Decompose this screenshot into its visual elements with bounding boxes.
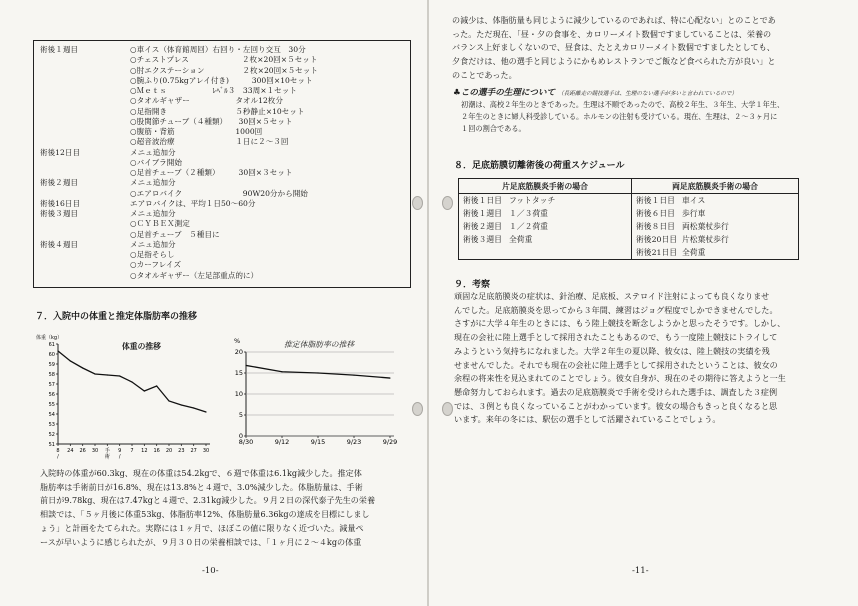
table-header-single: 片足底筋膜炎手術の場合 (459, 179, 632, 194)
paragraph-line: んでした。足底筋膜炎を思ってから３年間、練習はジョグ程度でしかできませんでした。 (454, 304, 778, 315)
paragraph-line: ょう」と計画をたてられた。実際には１ヶ月で、ほぼこの値に限りなく近づいた。減量ぺ (40, 522, 364, 533)
schedule-period: 術後１週目 (40, 45, 78, 54)
binding-hole (412, 196, 423, 210)
table-day: 術後３週目 (463, 235, 502, 244)
x-tick-label: 9/29 (382, 438, 398, 446)
schedule-item: ○足首チューブ（２種類） 30回×３セット (130, 168, 293, 177)
schedule-item: ○車イス（体育館周回）右回り・左回り交互 30分 (130, 45, 306, 54)
schedule-item: ○Ｍｅｔｓ ﾚﾍﾞﾙ３ 33周×１セット (130, 86, 297, 95)
paragraph-line: 初潮は、高校２年生のときであった。生理は不順であったので、高校２年生、３年生、大学１年生、 (461, 100, 785, 109)
schedule-item: ○ＣＹＢＥＸ測定 (130, 219, 190, 229)
table-cell (459, 233, 632, 246)
paragraph-line: 相談では、「５ヶ月後に体重53kg、体脂肪率12%、体脂肪量6.36kgの達成を目標にしまし (40, 509, 370, 520)
paragraph-line: います。来年の冬には、駅伝の選手として活躍されていることでしょう。 (454, 414, 721, 425)
schedule-period: 術後12日目 (40, 147, 81, 157)
x-tick-label: 7 (130, 448, 134, 454)
table-day: 術後20日目 (636, 235, 678, 244)
schedule-item: メニュ追加分 (130, 209, 176, 218)
x-tick-label: 16 (153, 448, 160, 454)
load-schedule-table (458, 178, 799, 260)
x-tick-label: 26 (79, 448, 86, 454)
schedule-item: メニュ追加分 (130, 239, 176, 249)
y-axis-label: 体重（kg） (36, 335, 63, 341)
physiology-heading-text: ♣この選手の生理について (453, 88, 556, 98)
table-load: 両松葉杖歩行 (682, 222, 729, 231)
data-point (70, 360, 71, 361)
table-day: 術後６日目 (636, 209, 675, 218)
table-row (459, 233, 799, 246)
x-tick-label: 8/30 (238, 438, 254, 446)
x-tick-label: 27 (190, 448, 197, 454)
paragraph-line: ースが早いように感じられたが、９月３０日の栄養相談では、「１ヶ月に２～４kgの体重 (40, 536, 362, 547)
schedule-item: メニュ追加分 (130, 178, 176, 188)
table-cell (632, 220, 799, 233)
x-tick-label: 9/15 (310, 438, 326, 446)
data-point (94, 373, 95, 374)
paragraph-line: 夕食だけは、他の選手と同じようにかもめレストランでご飯など食べられた方が良い」と (452, 56, 776, 67)
section8-title: ８．足底筋膜切離術後の荷重スケジュール (454, 161, 625, 171)
paragraph-line: みようという気持ちになれました。大学２年生の夏以降、彼女は、陸上競技の実績を残 (454, 345, 770, 356)
paragraph-line: さすがに大学４年生のときには、もう陸上競技を断念しようかと思ったそうです。しかし、 (454, 318, 786, 329)
table-cell (632, 207, 799, 220)
series-line (246, 365, 390, 378)
y-tick-label: 54 (48, 412, 55, 418)
weight-paragraph (40, 467, 375, 549)
table-load: 歩行車 (682, 209, 706, 218)
y-tick-label: 53 (48, 422, 55, 428)
schedule-period: 術後16日目 (40, 198, 81, 208)
data-point (82, 367, 83, 368)
data-point (389, 377, 390, 378)
schedule-item: ○エアロバイク 90W20分から開始 (130, 188, 308, 198)
section7-title: ７．入院中の体重と推定体脂肪率の推移 (35, 312, 198, 322)
table-cell (459, 220, 632, 233)
paragraph-line: のことであった。 (452, 69, 517, 80)
page-number-left: -10- (202, 566, 219, 576)
table-cell (632, 233, 799, 246)
table-load: 全荷重 (682, 248, 706, 257)
schedule-item: エアロバイクは、平均１日50～60分 (130, 198, 256, 208)
paragraph-line: では、３例とも良くなっていることがわかっています。彼女の場合もきっと良くなると思 (454, 400, 778, 411)
table-cell (459, 194, 632, 208)
paragraph-line: 入院時の体重が60.3kg、現在の体重は54.2kgで、６週で体重は6.1kg減少した。推定体 (40, 468, 362, 478)
binding-hole (442, 402, 453, 416)
y-tick-label: 51 (48, 442, 55, 448)
paragraph-line: バランス上好ましくないので、昼食は、たとえカロリーメイト数個ですましたとしても、 (452, 42, 775, 53)
schedule-item: ○足指開き ５秒静止×10セット (130, 106, 305, 116)
paragraph-line: 現在の会社に陸上選手として採用されたこともあるので、もう一度陸上競技にトライして (454, 332, 778, 343)
data-point (144, 390, 145, 391)
y-tick-label: 61 (48, 342, 55, 348)
x-tick-label: 20 (165, 448, 173, 454)
schedule-item: ○股関節チューブ（４種類） 30回×５セット (130, 116, 293, 126)
schedule-item: ○タオルギャザー（左足部重点的に） (130, 270, 259, 280)
table-load: フットタッチ (509, 196, 556, 205)
x-tick-label: 9 / (118, 448, 122, 460)
x-tick-label: 24 (67, 448, 74, 454)
schedule-item: ○腕ふり(0.75kgアレイ付き) 300回×10セット (130, 75, 313, 85)
table-row (459, 207, 799, 220)
page-number-right: -11- (632, 566, 649, 576)
y-tick-label: 20 (234, 348, 243, 356)
x-tick-label: 30 (91, 448, 99, 454)
x-tick-label: 手術 (104, 448, 110, 460)
consideration-paragraph (454, 290, 786, 427)
y-tick-label: 15 (234, 369, 243, 377)
table-day: 術後１日目 (636, 196, 675, 205)
data-point (107, 374, 108, 375)
schedule-item: ○肘エクステーション ２枚×20回×５セット (130, 65, 318, 75)
table-cell (632, 194, 799, 208)
table-load: １／２荷重 (509, 222, 548, 231)
table-cell (459, 207, 632, 220)
data-point (245, 365, 246, 366)
table-row (459, 194, 799, 208)
physiology-note: （長距離走の競技選手は、生理のない選手が多いと言われているので） (558, 91, 738, 97)
table-day: 術後１日目 (463, 196, 502, 205)
data-point (156, 385, 157, 386)
data-point (281, 371, 282, 372)
table-load: 全荷重 (509, 235, 533, 244)
paragraph-line: の減少は、体脂肪量も同じように減少しているのであれば、特に心配ない」とのことであ (452, 15, 776, 25)
y-axis-label: % (234, 337, 241, 345)
table-row (459, 220, 799, 233)
schedule-item: ○タオルギャザー タオル12枚分 (130, 96, 283, 106)
data-point (131, 381, 132, 382)
data-point (205, 411, 206, 412)
physiology-heading (453, 86, 737, 98)
schedule-period: 術後４週目 (40, 239, 78, 249)
y-tick-label: 0 (238, 432, 243, 440)
paragraph-line: 前日が9.78kg、現在は7.47kgと４週で、2.31kg減少した。９月２日の深代泰子先生の栄養 (40, 495, 376, 506)
table-load: 片松葉杖歩行 (682, 235, 729, 244)
table-day: 術後21日目 (636, 248, 678, 257)
y-tick-label: 60 (48, 352, 55, 358)
y-tick-label: 56 (48, 392, 55, 398)
x-tick-label: 23 (178, 448, 185, 454)
y-tick-label: 10 (234, 390, 243, 398)
data-point (181, 404, 182, 405)
x-tick-label: 9/12 (274, 438, 290, 446)
table-day: 術後２週目 (463, 222, 502, 231)
schedule-item: ○カーフレイズ (130, 260, 182, 270)
table-day: 術後１週目 (463, 209, 502, 218)
table-load: 車イス (682, 196, 706, 205)
schedule-item: ○バイブラ開始 (130, 157, 182, 167)
section9-title: ９．考察 (454, 280, 491, 290)
paragraph-line: 脂肪率は手術前日が16.8%、現在は13.8%と４週で、3.0%減少した。体脂肪量は、手術 (40, 481, 363, 492)
x-tick-label: 30 (202, 448, 210, 454)
binding-hole (412, 402, 423, 416)
y-tick-label: 52 (48, 432, 55, 438)
table-day: 術後８日目 (636, 222, 675, 231)
data-point (168, 400, 169, 401)
paragraph-line: 余程の将来性を見込まれてのことでしょう。彼女自身が、現在のその期待に答えようと一生 (454, 373, 786, 384)
nutrition-paragraph (452, 14, 776, 83)
table-row (459, 246, 799, 260)
table-cell (459, 246, 632, 260)
physiology-paragraph (461, 99, 784, 136)
data-point (353, 375, 354, 376)
data-point (57, 350, 58, 351)
schedule-period: 術後２週目 (40, 178, 78, 188)
table-load: １／３荷重 (509, 209, 548, 218)
schedule-item: ○足指そらし (130, 250, 175, 259)
schedule-item: ○腹筋・背筋 1000回 (130, 127, 263, 136)
x-tick-label: 9/23 (346, 438, 362, 446)
body-fat-chart-title: 推定体脂肪率の推移 (284, 340, 355, 349)
schedule-item: メニュ追加分 (130, 147, 176, 157)
paragraph-line: ２年生のときに婦人科受診している。ホルモンの注射も受けている。現在、生理は、２～３ヶ月に (461, 112, 778, 122)
y-tick-label: 5 (238, 411, 243, 419)
schedule-period: 術後３週目 (40, 209, 78, 218)
paragraph-line: １回の割合である。 (461, 124, 526, 134)
y-tick-label: 55 (48, 402, 55, 408)
x-tick-label: 12 (141, 448, 148, 454)
binding-hole (442, 196, 453, 210)
paragraph-line: った。ただ現在、「昼・夕の食事を、カロリーメイト数個ですましていることは、栄養の (452, 28, 772, 39)
paragraph-line: 懸命努力しておられます。過去の足底筋膜炎で手術を受けられた選手は、調査した３症例 (454, 386, 778, 397)
y-tick-label: 59 (48, 362, 55, 368)
schedule-item: ○超音波治療 １日に２～３回 (130, 137, 289, 147)
data-point (193, 407, 194, 408)
paragraph-line: せませんでした。それでも現在の会社に陸上選手として採用されたということは、彼女の (454, 359, 778, 370)
weight-chart-title: 体重の推移 (122, 342, 161, 351)
paragraph-line: 頑固な足底筋膜炎の症状は、針治療、足底板、ステロイド注射によっても良くなりませ (454, 291, 770, 301)
data-point (119, 375, 120, 376)
x-tick-label: 8 / (56, 448, 60, 460)
schedule-item: ○足首チューブ ５種目に (130, 229, 220, 239)
table-cell (632, 246, 799, 260)
y-tick-label: 57 (48, 382, 55, 388)
y-tick-label: 58 (48, 372, 55, 378)
schedule-item: ○チェストプレス ２枚×20回×５セット (130, 55, 318, 65)
table-header-double: 両足底筋膜炎手術の場合 (632, 179, 799, 194)
data-point (317, 372, 318, 373)
